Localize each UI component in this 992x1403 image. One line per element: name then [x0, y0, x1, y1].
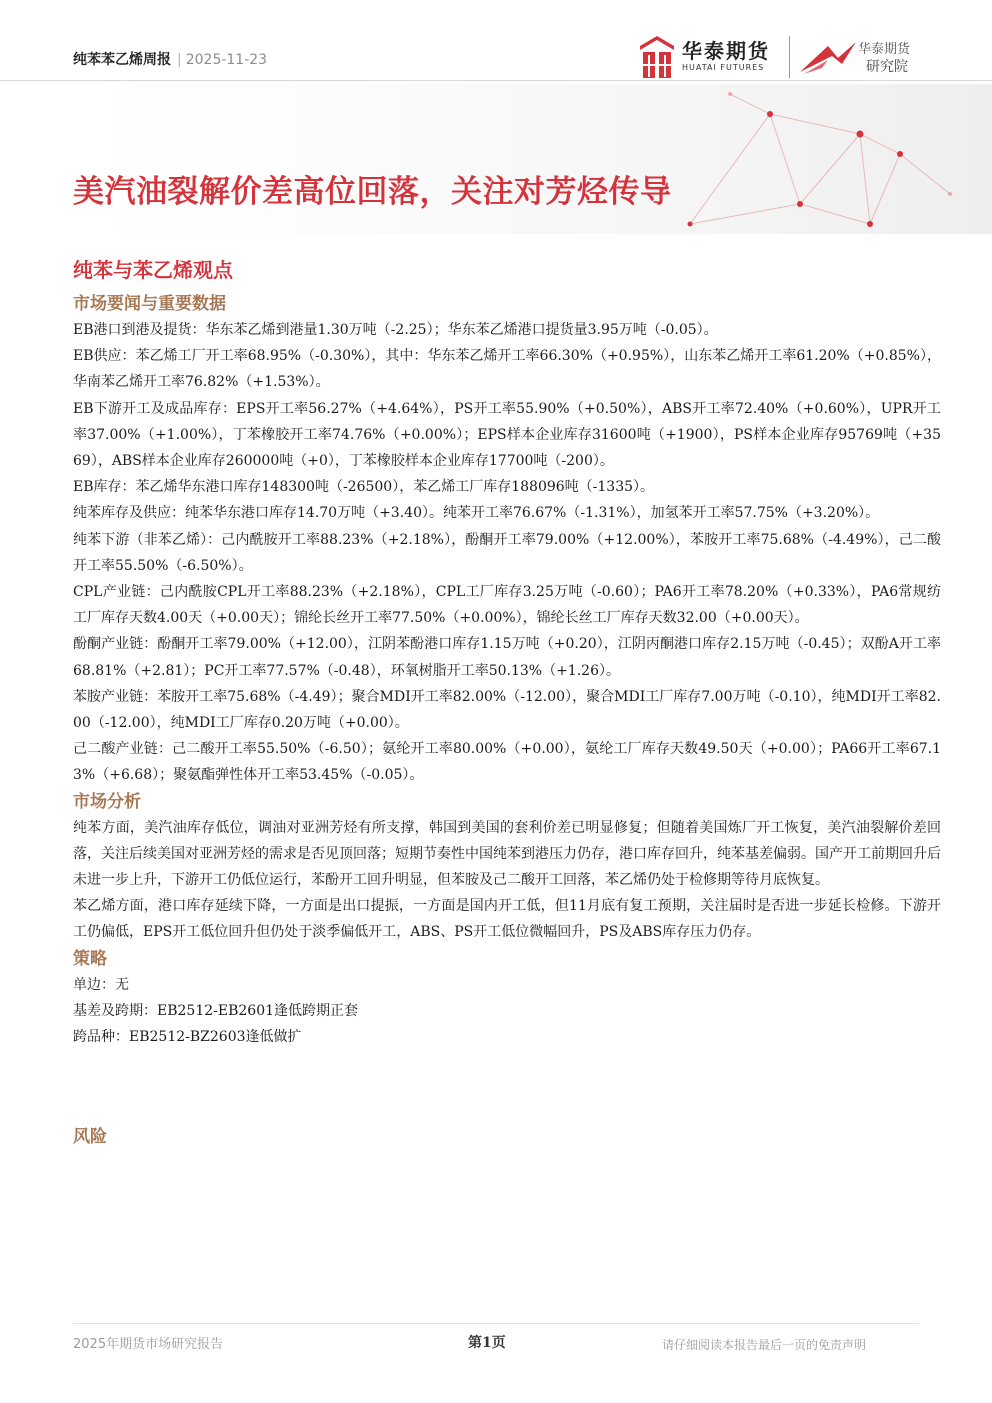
section-heading: 纯苯与苯乙烯观点: [73, 258, 233, 282]
strategy-item: 基差及跨期：EB2512-EB2601逢低跨期正套: [73, 1002, 359, 1019]
research-bird-icon: [798, 38, 858, 76]
news-heading: 市场要闻与重要数据: [73, 294, 226, 314]
header-rule: [0, 80, 992, 81]
disclaimer-note: 请仔细阅读本报告最后一页的免责声明: [662, 1338, 867, 1352]
institute-line-2: 研究院: [866, 59, 908, 75]
strategy-heading: 策略: [73, 948, 107, 969]
network-decoration-graphic: [0, 84, 992, 234]
news-paragraph: 纯苯库存及供应：纯苯华东港口库存14.70万吨（+3.40）。纯苯开工率76.67%（-1.31%），加氢苯开工率57.75%（+3.20%）。: [73, 505, 880, 522]
news-paragraph: EB库存：苯乙烯华东港口库存148300吨（-26500），苯乙烯工厂库存188096吨（-1335）。: [73, 479, 655, 496]
report-body: [73, 255, 941, 1150]
news-paragraph: 纯苯下游（非苯乙烯）：己内酰胺开工率88.23%（+2.18%），酚酮开工率79.00%（+12.00%），苯胺开工率75.68%（-4.49%），己二酸开工率55.50%（-6.50%）。: [73, 531, 941, 574]
news-paragraph: EB下游开工及成品库存：EPS开工率56.27%（+4.64%），PS开工率55.90%（+0.50%），ABS开工率72.40%（+0.60%），UPR开工率37.00%（+1.00%），丁苯橡胶开工率74.76%（+0.00%）；EPS样本企业库存31600吨（+1900），PS样本企业库存95769吨（+3569），ABS样本企业库存260000吨（+0），丁苯橡胶样本企业库存17700吨（-200）。: [73, 400, 941, 470]
risk-heading: 风险: [73, 1127, 107, 1148]
strategy-item: 单边：无: [73, 976, 129, 993]
huatai-logo-icon: [640, 36, 674, 78]
analysis-paragraph: 苯乙烯方面，港口库存延续下降，一方面是出口提振，一方面是国内开工低，但11月底有复工预期，关注届时是否进一步延长检修。下游开工仍偏低，EPS开工低位回升但仍处于淡季偏低开工，ABS、PS开工低位微幅回升，PS及ABS库存压力仍存。: [73, 898, 941, 941]
spacer: [73, 1050, 941, 1124]
logo-english-name: HUATAI FUTURES: [682, 63, 765, 72]
news-paragraph: EB供应：苯乙烯工厂开工率68.95%（-0.30%），其中：华东苯乙烯开工率66.30%（+0.95%），山东苯乙烯开工率61.20%（+0.85%），华南苯乙烯开工率76.82%（+1.53%）。: [73, 348, 941, 391]
page-number: 第1页: [468, 1335, 506, 1351]
news-paragraph: 苯胺产业链：苯胺开工率75.68%（-4.49）；聚合MDI开工率82.00%（-12.00），聚合MDI工厂库存7.00万吨（-0.10），纯MDI开工率82.00（-12.00），纯MDI工厂库存0.20万吨（+0.00）。: [73, 688, 941, 732]
analysis-paragraph: 纯苯方面，美汽油库存低位，调油对亚洲芳烃有所支撑，韩国到美国的套利价差已明显修复；但随着美国炼厂开工恢复，美汽油裂解价差回落，关注后续美国对亚洲芳烃的需求是否见顶回落；短期节奏性中国纯苯到港压力仍存，港口库存回升，纯苯基差偏弱。国产开工前期回升后未进一步上升，下游开工仍低位运行，苯酚开工回升明显，但苯胺及己二酸开工回落，苯乙烯仍处于检修期等待月底恢复。: [73, 819, 941, 889]
news-paragraph: EB港口到港及提货：华东苯乙烯到港量1.30万吨（-2.25）；华东苯乙烯港口提货量3.95万吨（-0.05）。: [73, 322, 718, 338]
news-paragraph: CPL产业链：己内酰胺CPL开工率88.23%（+2.18%），CPL工厂库存3.25万吨（-0.60）；PA6开工率78.20%（+0.33%），PA6常规纺工厂库存天数4.00天（+0.00天）；锦纶长丝开工率77.50%（+0.00%），锦纶长丝工厂库存天数32.00（+0.00天）。: [73, 584, 941, 627]
title-banner: [0, 84, 992, 234]
report-name: 纯苯苯乙烯周报: [73, 52, 171, 68]
news-paragraph: 己二酸产业链：己二酸开工率55.50%（-6.50）；氨纶开工率80.00%（+0.00），氨纶工厂库存天数49.50天（+0.00）；PA66开工率67.13%（+6.68）；聚氨酯弹性体开工率53.45%（-0.05）。: [73, 741, 941, 784]
footer-rule: [73, 1323, 919, 1324]
page-header: [0, 0, 992, 90]
page-title: 美汽油裂解价差高位回落，关注对芳烃传导: [73, 174, 672, 210]
research-institute-logo: [798, 36, 928, 80]
report-date: 2025-11-23: [185, 52, 268, 68]
footer-report-label: 2025年期货市场研究报告: [73, 1337, 224, 1352]
institute-line-1: 华泰期货: [858, 42, 911, 57]
logo-divider: [789, 36, 790, 78]
logo-chinese-name: 华泰期货: [682, 39, 770, 63]
header-separator: |: [177, 52, 182, 68]
news-paragraph: 酚酮产业链：酚酮开工率79.00%（+12.00），江阴苯酚港口库存1.15万吨（+0.20），江阴丙酮港口库存2.15万吨（-0.45）；双酚A开工率68.81%（+2.81）；PC开工率77.57%（-0.48），环氧树脂开工率50.13%（+1.26）。: [73, 636, 941, 679]
report-header-line: [73, 49, 267, 69]
strategy-item: 跨品种：EB2512-BZ2603逢低做扩: [73, 1029, 302, 1046]
huatai-logo: [640, 34, 770, 80]
analysis-heading: 市场分析: [73, 791, 141, 812]
